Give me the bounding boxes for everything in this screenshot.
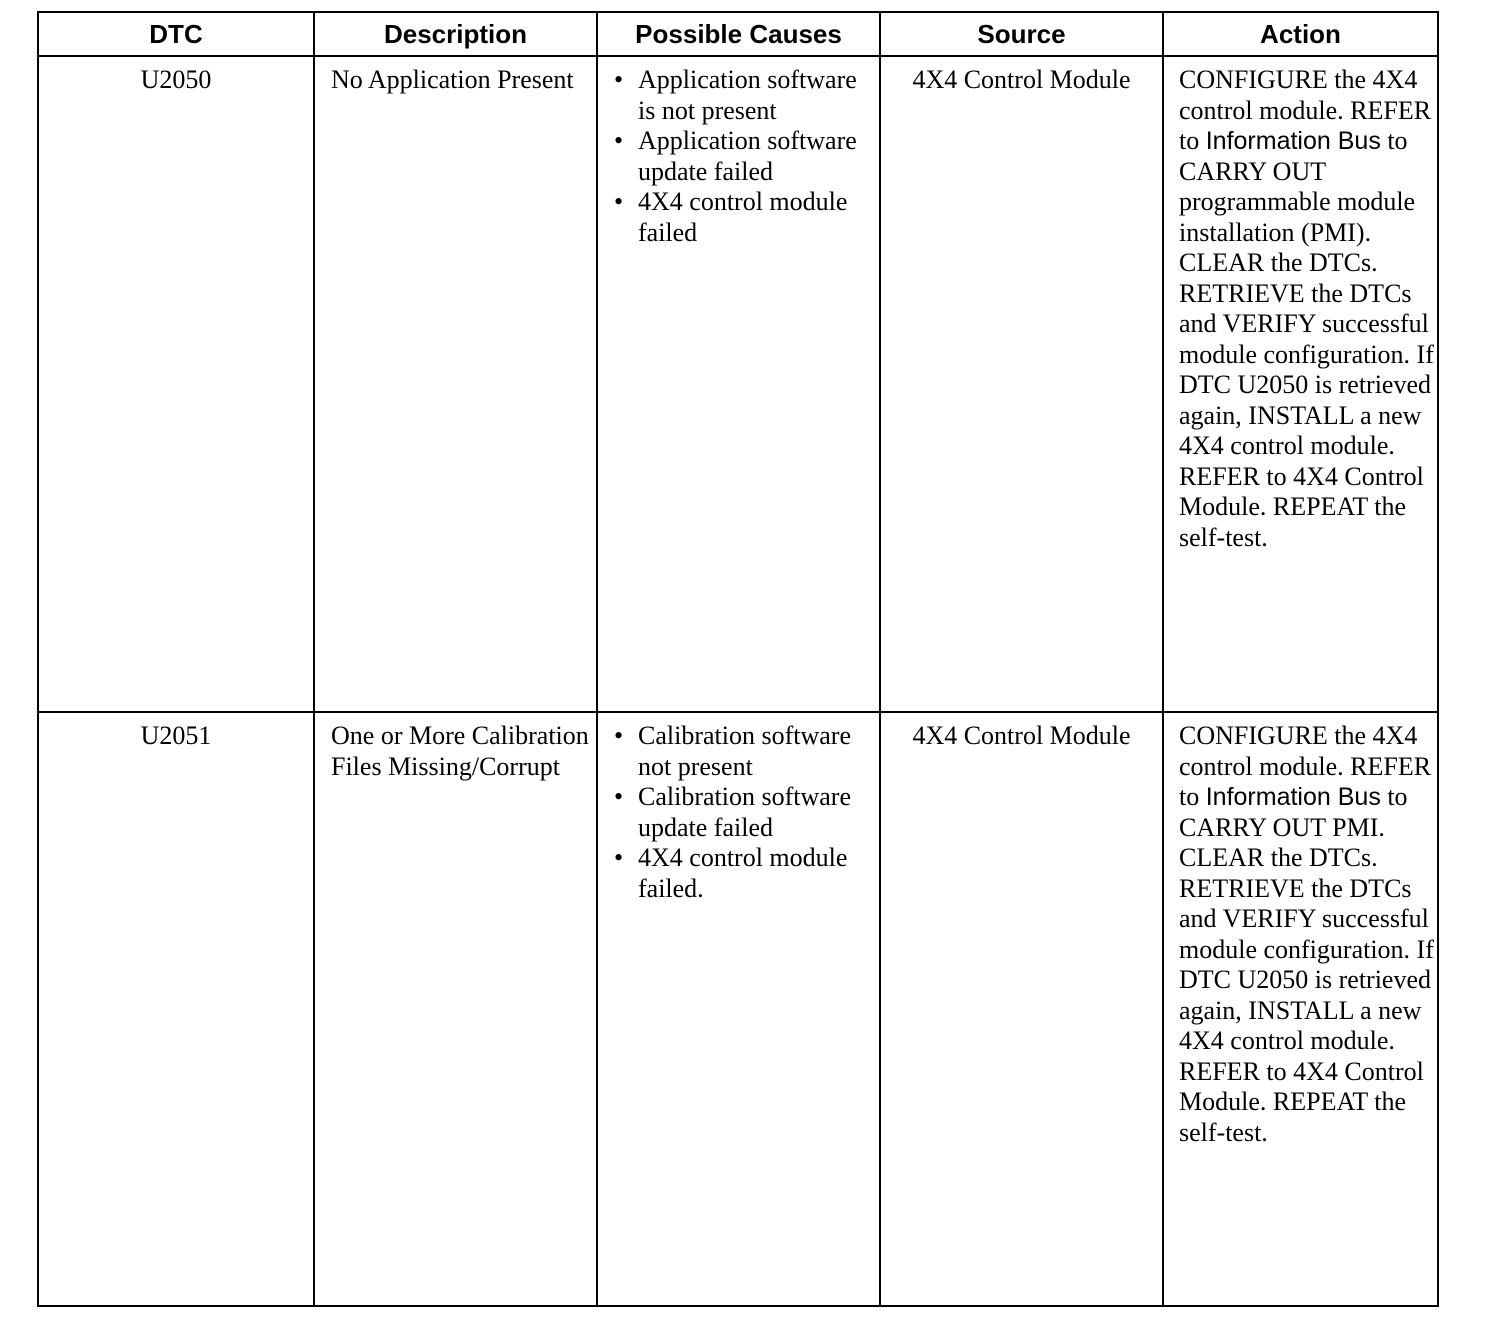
dtc-code: U2050 xyxy=(38,56,314,712)
header-dtc: DTC xyxy=(38,12,314,56)
table-row xyxy=(38,712,1438,1306)
dtc-description: No Application Present xyxy=(314,56,597,712)
action-cell xyxy=(1163,712,1438,1306)
header-possible-causes: Possible Causes xyxy=(597,12,880,56)
header-description: Description xyxy=(314,12,597,56)
cause-item: • 4X4 control module failed. xyxy=(612,843,875,904)
action-text: CONFIGURE the 4X4 control module. REFER to xyxy=(1179,65,1432,155)
action-text: to CARRY OUT programmable module installation (PMI). CLEAR the DTCs. RETRIEVE the DTCs and VERIFY successful module configuration. If DTC U2050 is retrieved again, INSTALL a new 4X4 control module. REFER to 4X4 Control Module. REPEAT the self-test. xyxy=(1179,126,1434,552)
possible-causes-cell xyxy=(597,56,880,712)
cause-item: • Calibration software not present xyxy=(612,721,875,782)
table-row xyxy=(38,56,1438,712)
possible-causes-list xyxy=(612,721,875,904)
header-source: Source xyxy=(880,12,1163,56)
possible-causes-list xyxy=(612,65,875,248)
cause-item: • 4X4 control module failed xyxy=(612,187,875,248)
cause-item: • Application software is not present xyxy=(612,65,875,126)
information-bus-reference: Information Bus xyxy=(1205,783,1381,811)
possible-causes-cell xyxy=(597,712,880,1306)
action-cell xyxy=(1163,56,1438,712)
action-text: to CARRY OUT PMI. CLEAR the DTCs. RETRIEVE the DTCs and VERIFY successful module configuration. If DTC U2050 is retrieved again, INSTALL a new 4X4 control module. REFER to 4X4 Control Module. REPEAT the self-test. xyxy=(1179,782,1434,1147)
dtc-description: One or More Calibration Files Missing/Corrupt xyxy=(314,712,597,1306)
header-row xyxy=(38,12,1438,56)
dtc-source: 4X4 Control Module xyxy=(880,56,1163,712)
header-action: Action xyxy=(1163,12,1438,56)
dtc-source: 4X4 Control Module xyxy=(880,712,1163,1306)
dtc-code: U2051 xyxy=(38,712,314,1306)
action-text: CONFIGURE the 4X4 control module. REFER to xyxy=(1179,721,1432,811)
cause-item: • Application software update failed xyxy=(612,126,875,187)
dtc-table xyxy=(37,11,1439,1307)
cause-item: • Calibration software update failed xyxy=(612,782,875,843)
information-bus-reference: Information Bus xyxy=(1205,127,1381,155)
